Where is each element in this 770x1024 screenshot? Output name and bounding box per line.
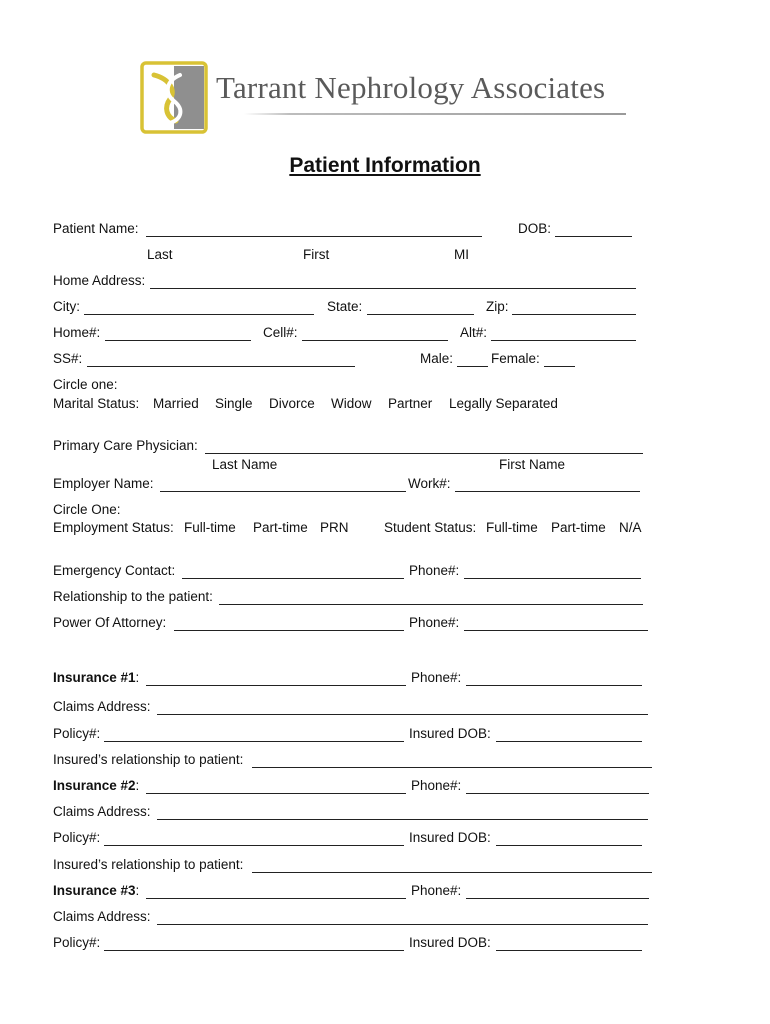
insurance-1-phone-label: Phone#: [411, 670, 462, 685]
alt-phone-label: Alt#: [460, 325, 488, 340]
employment-status-label: Employment Status: [53, 520, 174, 535]
insurance-3-dob-label: Insured DOB: [409, 935, 491, 950]
insurance-2-policy-line[interactable] [104, 845, 404, 846]
circle-one-2-label: Circle One: [53, 502, 121, 517]
city-line[interactable] [84, 314, 314, 315]
insurance-3-dob-line[interactable] [496, 950, 642, 951]
marital-option-divorce[interactable]: Divorce [269, 396, 315, 411]
circle-one-label: Circle one: [53, 377, 118, 392]
insurance-2-label: Insurance #2: [53, 778, 140, 793]
insurance-1-claims-line[interactable] [157, 714, 648, 715]
cell-phone-label: Cell#: [263, 325, 298, 340]
work-phone-line[interactable] [455, 491, 640, 492]
insurance-3-line[interactable] [146, 898, 406, 899]
female-label: Female: [491, 351, 540, 366]
page-title: Patient Information [289, 154, 481, 177]
female-line[interactable] [544, 366, 575, 367]
marital-option-partner[interactable]: Partner [388, 396, 433, 411]
dob-label: DOB: [518, 221, 552, 236]
male-line[interactable] [457, 366, 488, 367]
insurance-1-policy-label: Policy#: [53, 726, 101, 741]
student-option-part-time[interactable]: Part-time [551, 520, 606, 535]
poa-phone-line[interactable] [464, 630, 648, 631]
male-label: Male: [420, 351, 454, 366]
employment-option-prn[interactable]: PRN [320, 520, 349, 535]
employment-option-full-time[interactable]: Full-time [184, 520, 236, 535]
city-label: City: [53, 299, 80, 314]
marital-option-legally-separated[interactable]: Legally Separated [449, 396, 558, 411]
state-label: State: [327, 299, 363, 314]
emergency-phone-line[interactable] [464, 578, 641, 579]
cell-phone-line[interactable] [302, 340, 448, 341]
ss-label: SS#: [53, 351, 83, 366]
insurance-2-dob-label: Insured DOB: [409, 830, 491, 845]
poa-phone-label: Phone#: [409, 615, 460, 630]
patient-name-line[interactable] [146, 236, 482, 237]
insurance-3-policy-label: Policy#: [53, 935, 101, 950]
pcp-label: Primary Care Physician: [53, 438, 198, 453]
patient-name-label: Patient Name: [53, 221, 139, 236]
pcp-line[interactable] [205, 453, 643, 454]
org-name: Tarrant Nephrology Associates [216, 70, 606, 105]
name-first-caption: First [303, 247, 330, 262]
marital-option-widow[interactable]: Widow [331, 396, 372, 411]
insurance-3-policy-line[interactable] [104, 950, 404, 951]
relationship-line[interactable] [219, 604, 643, 605]
poa-label: Power Of Attorney: [53, 615, 167, 630]
insurance-2-rel-label: Insured’s relationship to patient: [53, 857, 244, 872]
insurance-1-dob-label: Insured DOB: [409, 726, 491, 741]
insurance-3-claims-line[interactable] [157, 924, 648, 925]
insurance-3-phone-label: Phone#: [411, 883, 462, 898]
kidney-logo-icon [140, 61, 208, 134]
state-line[interactable] [367, 314, 474, 315]
insurance-3-claims-label: Claims Address: [53, 909, 151, 924]
insurance-1-phone-line[interactable] [466, 685, 642, 686]
insurance-2-rel-line[interactable] [252, 872, 652, 873]
marital-option-married[interactable]: Married [153, 396, 199, 411]
home-address-label: Home Address: [53, 273, 146, 288]
work-phone-label: Work#: [408, 476, 451, 491]
employer-label: Employer Name: [53, 476, 154, 491]
emergency-contact-line[interactable] [182, 578, 404, 579]
pcp-first-caption: First Name [499, 457, 566, 472]
student-option-na[interactable]: N/A [619, 520, 642, 535]
insurance-1-rel-line[interactable] [252, 767, 652, 768]
insurance-2-claims-label: Claims Address: [53, 804, 151, 819]
insurance-2-policy-label: Policy#: [53, 830, 101, 845]
pcp-last-caption: Last Name [212, 457, 278, 472]
alt-phone-line[interactable] [491, 340, 636, 341]
zip-line[interactable] [512, 314, 636, 315]
insurance-2-dob-line[interactable] [496, 845, 642, 846]
insurance-2-phone-label: Phone#: [411, 778, 462, 793]
insurance-1-label: Insurance #1: [53, 670, 140, 685]
ss-line[interactable] [87, 366, 355, 367]
marital-status-label: Marital Status: [53, 396, 140, 411]
insurance-3-phone-line[interactable] [466, 898, 649, 899]
student-option-full-time[interactable]: Full-time [486, 520, 538, 535]
student-status-label: Student Status: [384, 520, 477, 535]
home-address-line[interactable] [150, 288, 636, 289]
home-phone-line[interactable] [105, 340, 251, 341]
zip-label: Zip: [486, 299, 509, 314]
org-divider [244, 113, 626, 115]
insurance-2-phone-line[interactable] [466, 793, 649, 794]
dob-line[interactable] [555, 236, 632, 237]
insurance-1-dob-line[interactable] [496, 741, 642, 742]
name-mi-caption: MI [454, 247, 469, 262]
insurance-2-claims-line[interactable] [157, 819, 648, 820]
home-phone-label: Home#: [53, 325, 101, 340]
relationship-label: Relationship to the patient: [53, 589, 213, 604]
insurance-1-claims-label: Claims Address: [53, 699, 151, 714]
insurance-1-rel-label: Insured’s relationship to patient: [53, 752, 244, 767]
emergency-phone-label: Phone#: [409, 563, 460, 578]
employer-line[interactable] [160, 491, 406, 492]
employment-option-part-time[interactable]: Part-time [253, 520, 308, 535]
emergency-contact-label: Emergency Contact: [53, 563, 176, 578]
insurance-2-line[interactable] [146, 793, 406, 794]
poa-line[interactable] [174, 630, 404, 631]
insurance-1-line[interactable] [146, 685, 406, 686]
insurance-3-label: Insurance #3: [53, 883, 140, 898]
insurance-1-policy-line[interactable] [104, 741, 404, 742]
name-last-caption: Last [147, 247, 173, 262]
marital-option-single[interactable]: Single [215, 396, 253, 411]
